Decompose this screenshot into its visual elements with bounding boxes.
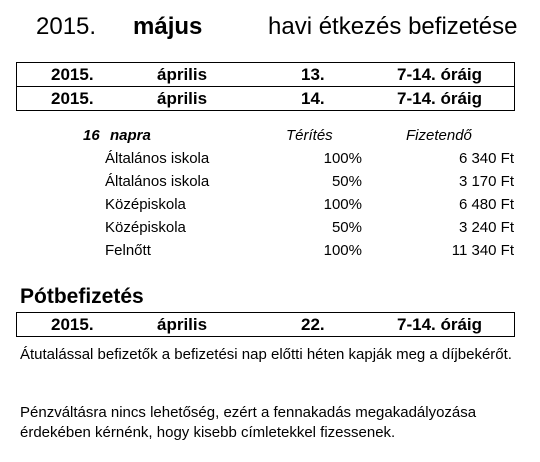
payment-time: 7-14. óráig [397,89,483,108]
payment-year: 2015. [51,315,94,334]
fee-table [0,124,540,262]
fee-category: Középiskola [105,196,186,213]
payment-month: április [157,315,208,334]
payment-time: 7-14. óráig [397,65,483,84]
table-row [0,170,540,193]
fee-percent: 100% [323,242,362,259]
table-row [0,193,540,216]
header-month: május [133,13,203,40]
payment-date-row [17,63,514,86]
table-row [0,239,540,262]
table-row [0,216,540,239]
fee-amount: 3 240 Ft [458,219,514,236]
fee-category: Általános iskola [105,173,210,190]
fee-percent: 100% [323,196,362,213]
fee-amount: 6 480 Ft [458,196,514,213]
supplementary-date-box [16,312,515,337]
payment-year: 2015. [51,65,94,84]
payment-dates-box [16,62,515,111]
payment-time: 7-14. óráig [397,315,483,334]
payment-month: április [157,65,208,84]
table-row [0,147,540,170]
fee-amount: 3 170 Ft [458,173,514,190]
fee-percent: 100% [323,150,362,167]
column-header-terites: Térítés [286,127,333,144]
days-label: napra [110,127,151,144]
days-count: 16 [83,127,100,144]
payment-day: 14. [301,89,325,108]
transfer-note: Átutalással befizetők a befizetési nap előtti héten kapják meg a díjbekérőt. [20,346,512,363]
payment-date-row [17,313,514,336]
fee-percent: 50% [331,173,362,190]
payment-day: 13. [301,65,325,84]
payment-date-row [17,86,514,110]
fee-percent: 50% [331,219,362,236]
change-note: Pénzváltásra nincs lehetőség, ezért a fennakadás megakadályozása érdekében kérnénk, hogy kisebb címletekkel fizessenek. [20,404,477,441]
fee-amount: 11 340 Ft [451,242,514,259]
header-year: 2015. [36,13,97,40]
fee-category: Általános iskola [105,150,210,167]
fee-category: Felnőtt [105,242,151,259]
fee-category: Középiskola [105,219,186,236]
fee-amount: 6 340 Ft [458,150,514,167]
payment-year: 2015. [51,89,94,108]
fee-table-header [0,124,540,147]
header-description: havi étkezés befizetése [268,13,518,40]
payment-day: 22. [301,315,325,334]
supplementary-title: Pótbefizetés [20,285,144,308]
payment-month: április [157,89,208,108]
column-header-fizetendo: Fizetendő [406,127,472,144]
